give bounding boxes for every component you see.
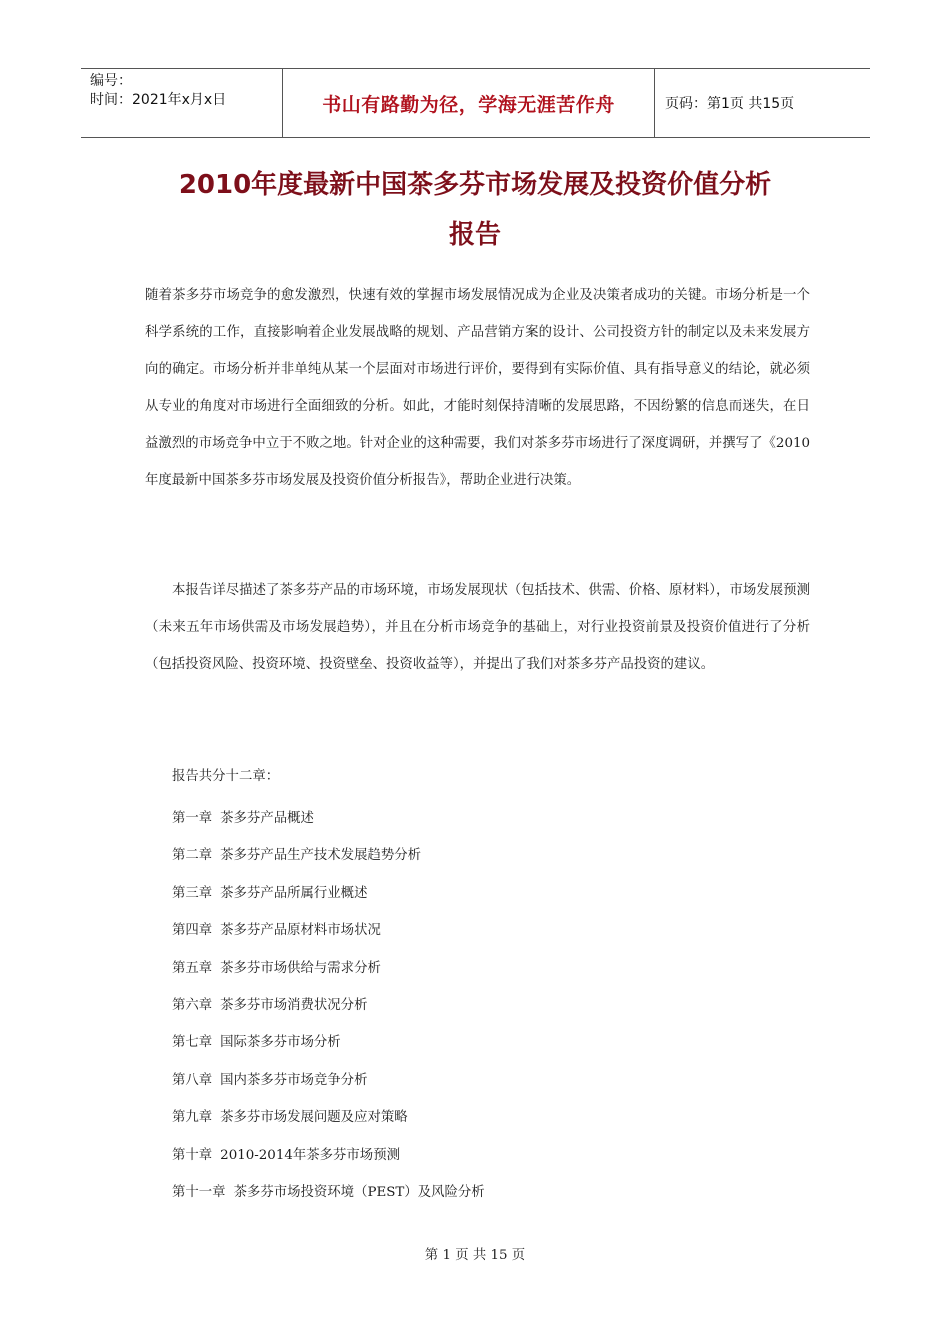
- document-header: [81, 68, 870, 138]
- chapter-title: 2010-2014年茶多芬市场预测: [220, 1147, 400, 1163]
- chapter-number: 第九章: [172, 1110, 213, 1126]
- chapter-number: 第四章: [172, 923, 213, 939]
- code-label: 编号：: [90, 73, 132, 89]
- chapter-item: [172, 875, 485, 912]
- chapter-item: [172, 1174, 485, 1211]
- chapter-item: [172, 1024, 485, 1061]
- chapter-title: 茶多芬市场供给与需求分析: [220, 960, 381, 976]
- chapter-item: [172, 987, 485, 1024]
- chapter-number: 第十章: [172, 1147, 213, 1163]
- chapter-item: [172, 1099, 485, 1136]
- chapter-title: 国际茶多芬市场分析: [220, 1035, 341, 1051]
- chapter-title: 茶多芬市场发展问题及应对策略: [220, 1110, 408, 1126]
- chapter-number: 第八章: [172, 1072, 213, 1088]
- chapter-number: 第一章: [172, 811, 213, 826]
- summary-paragraph: 本报告详尽描述了茶多芬产品的市场环境，市场发展现状（包括技术、供需、价格、原材料），市场发展预测（未来五年市场供需及市场发展趋势），并且在分析市场竞争的基础上，对行业投资前景及投资价值进行了分析（包括投资风险、投资环境、投资壁垒、投资收益等），并提出了我们对茶多芬产品投资的建议。: [145, 583, 810, 672]
- chapter-list: [172, 800, 485, 1211]
- document-title: [80, 160, 870, 260]
- chapter-number: 第十一章: [172, 1184, 226, 1200]
- chapter-item: [172, 800, 485, 837]
- chapter-number: 第五章: [172, 960, 213, 976]
- chapter-item: [172, 1137, 485, 1174]
- chapter-number: 第七章: [172, 1035, 213, 1051]
- chapter-number: 第三章: [172, 885, 213, 901]
- chapter-title: 茶多芬市场投资环境（PEST）及风险分析: [233, 1184, 485, 1200]
- chapter-item: [172, 950, 485, 987]
- title-line-2: 报告: [448, 220, 501, 250]
- chapter-title: 国内茶多芬市场竞争分析: [220, 1072, 368, 1088]
- chapter-title: 茶多芬产品生产技术发展趋势分析: [220, 848, 422, 864]
- date-label: 时间：2021年x月x日: [90, 92, 227, 108]
- toc-intro: 报告共分十二章：: [172, 769, 280, 784]
- chapter-item: [172, 837, 485, 874]
- chapter-title: 茶多芬产品概述: [220, 811, 314, 826]
- header-page-info: 页码：第1页 共15页: [665, 96, 795, 112]
- chapter-item: [172, 912, 485, 949]
- page-footer: 第 1 页 共 15 页: [424, 1248, 526, 1263]
- chapter-number: 第六章: [172, 997, 213, 1013]
- intro-paragraph: 随着茶多芬市场竞争的愈发激烈，快速有效的掌握市场发展情况成为企业及决策者成功的关键。市场分析是一个科学系统的工作，直接影响着企业发展战略的规划、产品营销方案的设计、公司投资方针的制定以及未来发展方向的确定。市场分析并非单纯从某一个层面对市场进行评价，要得到有实际价值、具有指导意义的结论，就必须从专业的角度对市场进行全面细致的分析。如此，才能时刻保持清晰的发展思路，不因纷繁的信息而迷失，在日益激烈的市场竞争中立于不败之地。针对企业的这种需要，我们对茶多芬市场进行了深度调研，并撰写了《2010年度最新中国茶多芬市场发展及投资价值分析报告》，帮助企业进行决策。: [145, 288, 810, 488]
- chapter-title: 茶多芬产品所属行业概述: [220, 885, 368, 901]
- chapter-item: [172, 1062, 485, 1099]
- title-line-1: 2010年度最新中国茶多芬市场发展及投资价值分析: [178, 170, 772, 200]
- chapter-title: 茶多芬市场消费状况分析: [220, 997, 368, 1013]
- motto: 书山有路勤为径，学海无涯苦作舟: [282, 69, 655, 137]
- chapter-title: 茶多芬产品原材料市场状况: [220, 923, 381, 939]
- header-meta-cell: [81, 69, 282, 137]
- chapter-number: 第二章: [172, 848, 213, 864]
